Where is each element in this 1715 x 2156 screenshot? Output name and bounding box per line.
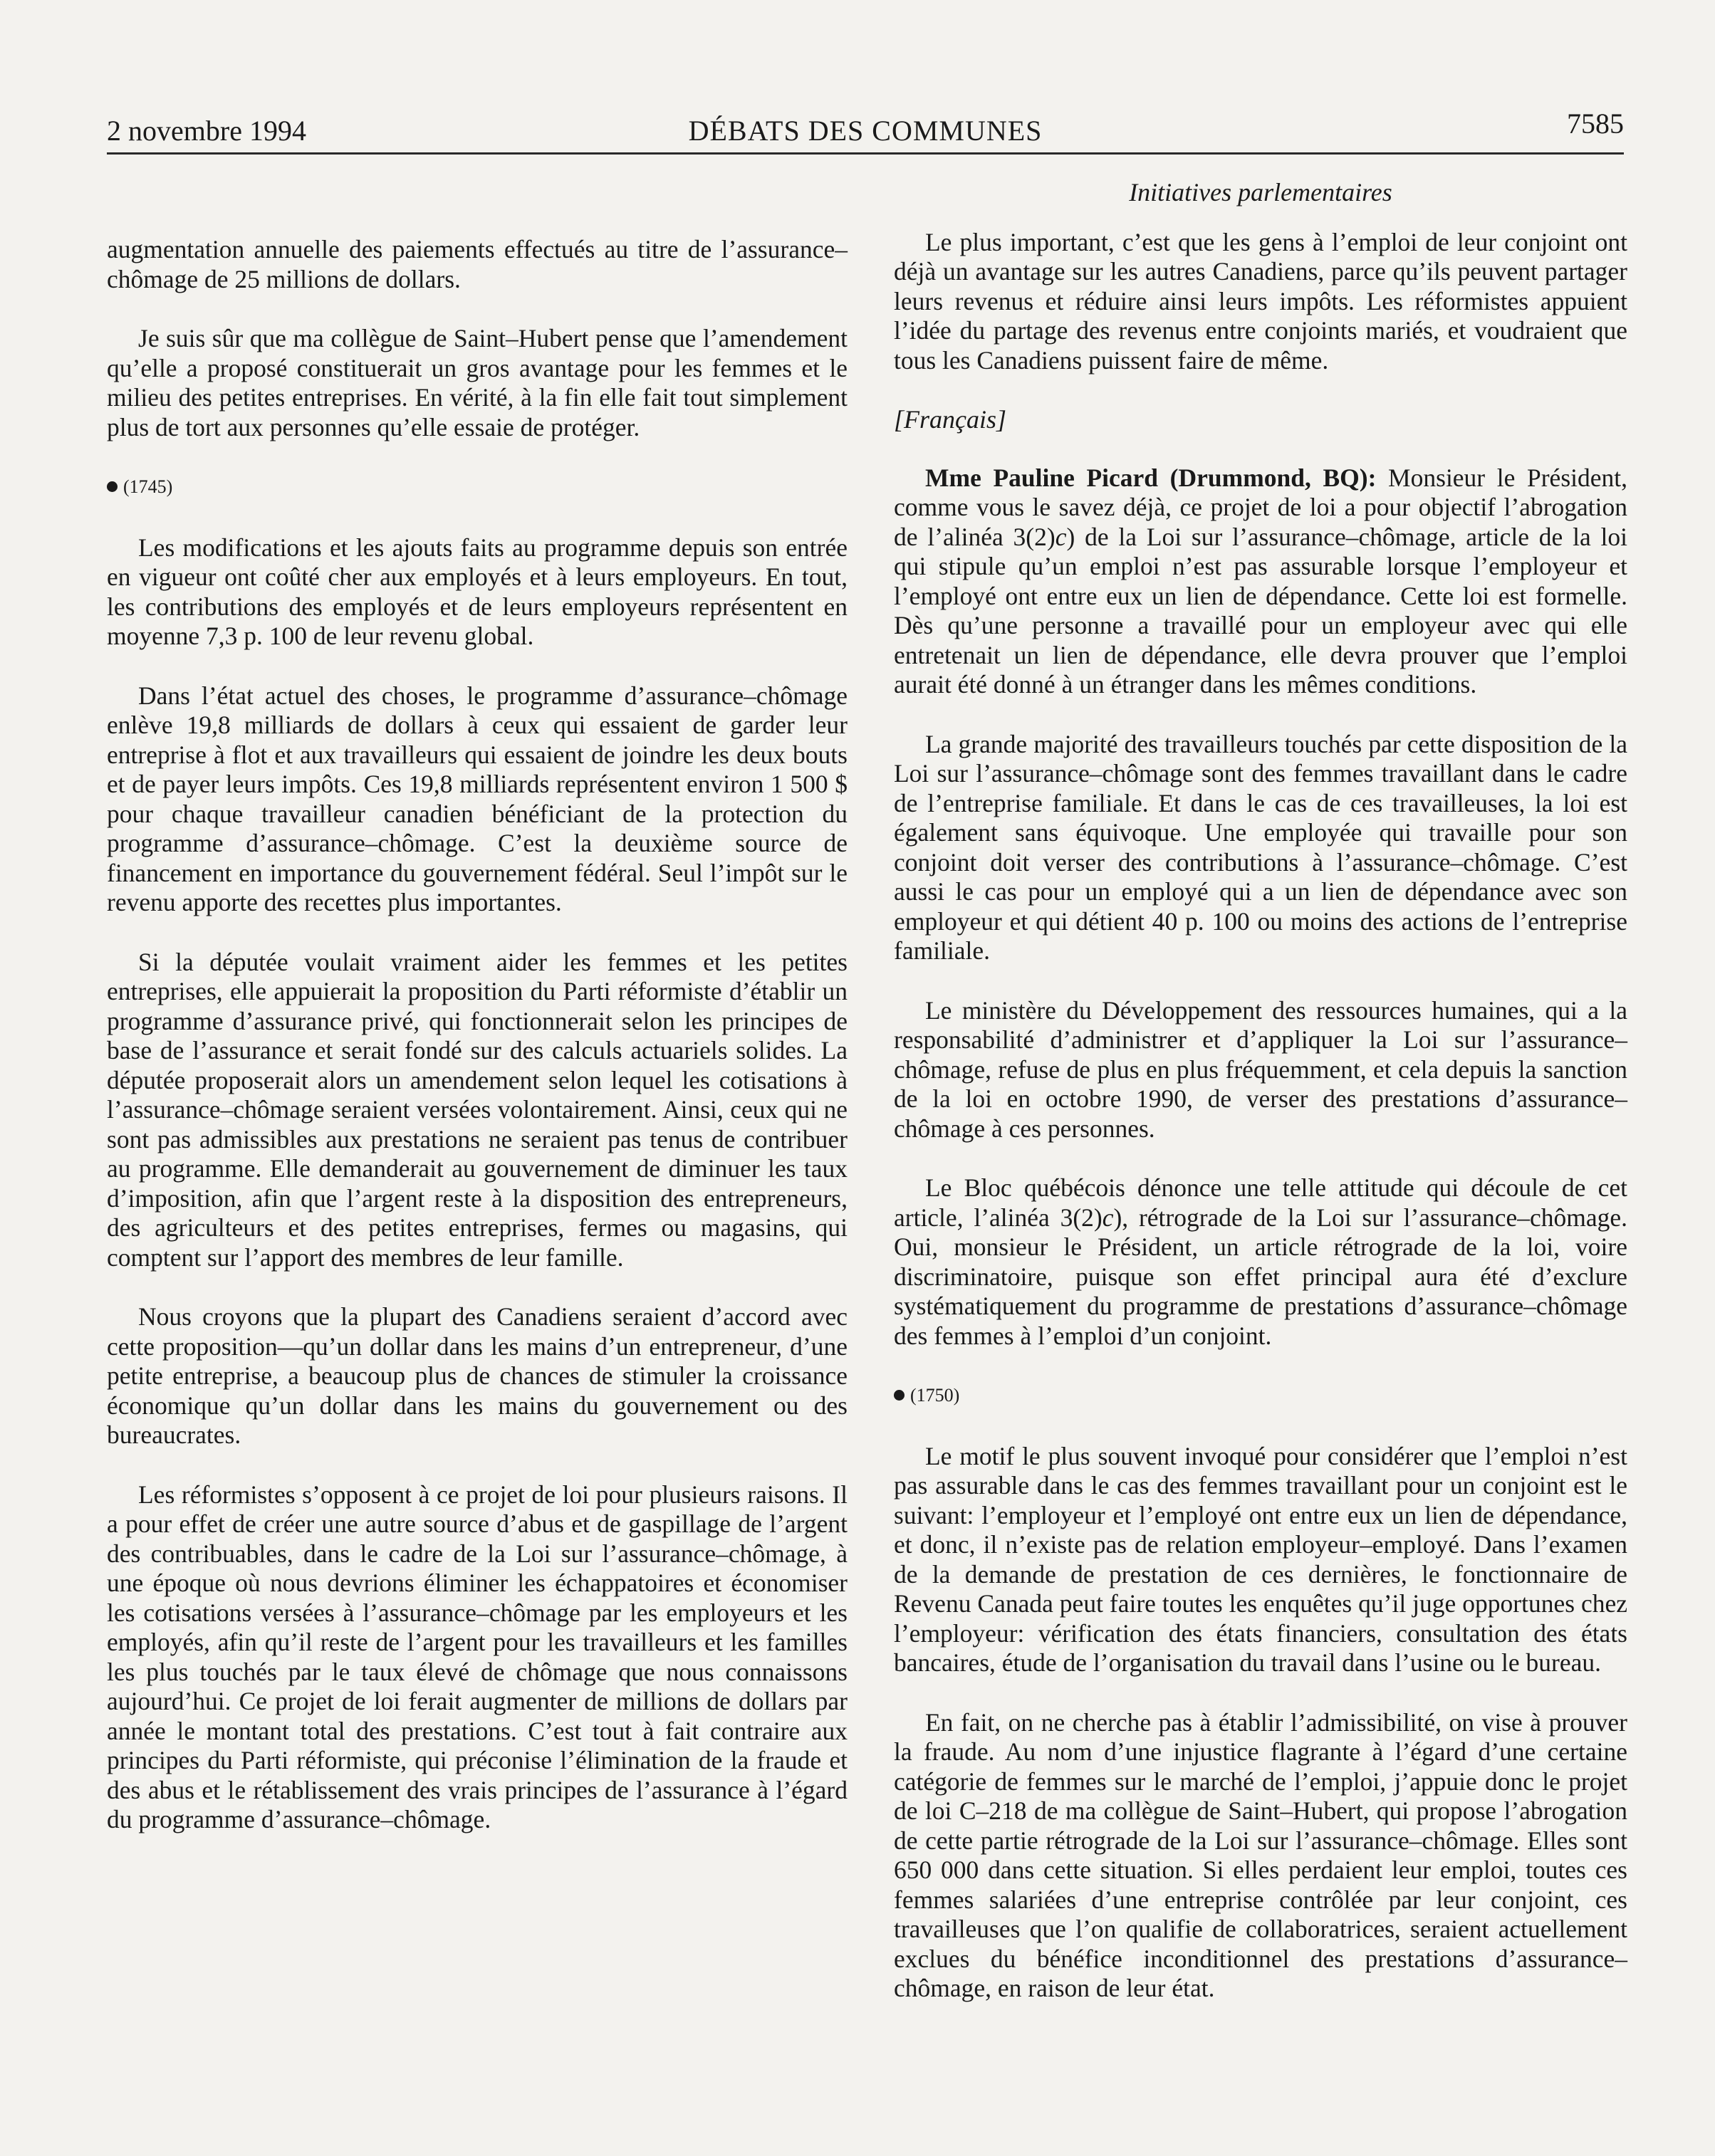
paragraph: Le ministère du Développement des ressources humaines, qui a la responsabilité d’administrer et d’appliquer la Loi sur l’assurance–chômage, refuse de plus en plus fréquemment, et cela depuis la sanction de la loi en octobre 1990, de verser des prestations d’assurance–chômage à ces personnes. <box>894 995 1627 1143</box>
paragraph: Dans l’état actuel des choses, le programme d’assurance–chômage enlève 19,8 milliards de dollars à ceux qui essaient de garder leur entreprise à flot et aux travailleurs qui essaient de joindre les deux bouts et de payer leurs impôts. Ces 19,8 milliards représentent environ 1 500 $ pour chaque travailleur canadien bénéficiant de la protection du programme d’assurance–chômage. C’est la deuxième source de financement en importance du gouvernement fédéral. Seul l’impôt sur le revenu apporte des recettes plus importantes. <box>107 681 848 916</box>
paragraph: Le plus important, c’est que les gens à l’emploi de leur conjoint ont déjà un avantage sur les autres Canadiens, parce qu’ils peuvent partager leurs revenus et réduire ainsi leurs impôts. Les réformistes appuient l’idée du partage des revenus entre conjoints mariés, et voudraient que tous les Canadiens puissent faire de même. <box>894 227 1627 375</box>
speech-text-italic: c <box>1055 522 1067 551</box>
section-heading: Initiatives parlementaires <box>1129 178 1392 206</box>
timestamp-marker <box>107 472 848 502</box>
paragraph: La grande majorité des travailleurs touchés par cette disposition de la Loi sur l’assurance–chômage sont des femmes travaillant dans le cadre de l’entreprise familiale. Et dans le cas de ces travailleuses, la loi est également sans équivoque. Une employée qui travaille pour son conjoint doit verser des contributions à l’assurance–chômage. C’est aussi le cas pour un employé qui a un lien de dépendance avec son employeur et qui détient 40 p. 100 ou moins des actions de l’entreprise familiale. <box>894 729 1627 965</box>
paragraph-text: ), rétrograde de la Loi sur l’assurance–chômage. Oui, monsieur le Président, un article rétrograde de la loi, voire discriminatoire, puisque son effet principal aura été d’exclure systématiquement du programme de prestations d’assurance–chômage des femmes à l’emploi d’un conjoint. <box>894 1203 1627 1350</box>
timestamp-marker <box>894 1381 1627 1411</box>
bullet-icon <box>894 1390 905 1401</box>
language-marker: [Français] <box>894 405 1007 434</box>
running-header <box>107 107 1624 155</box>
paragraph: Nous croyons que la plupart des Canadiens seraient d’accord avec cette proposition—qu’un dollar dans les mains d’un entrepreneur, d’une petite entreprise, a beaucoup plus de chances de stimuler la croissance économique qu’un dollar dans les mains du gouvernement ou des bureaucrates. <box>107 1302 848 1449</box>
paragraph-text-italic: c <box>1102 1203 1114 1232</box>
paragraph: Je suis sûr que ma collègue de Saint–Hubert pense que l’amendement qu’elle a proposé constituerait un gros avantage pour les femmes et le milieu des petites entreprises. En vérité, à la fin elle fait tout simplement plus de tort aux personnes qu’elle essaie de protéger. <box>107 324 848 441</box>
paragraph: augmentation annuelle des paiements effectués au titre de l’assurance–chômage de 25 millions de dollars. <box>107 235 848 293</box>
right-column <box>894 178 1627 2034</box>
timestamp: (1745) <box>123 476 173 497</box>
speech-text: Monsieur le Président, comme vous le savez déjà, ce projet de loi a pour objectif l’abrogation de l’alinéa 3(2) <box>894 463 1627 551</box>
page-number: 7585 <box>1567 108 1624 140</box>
header-date: 2 novembre 1994 <box>107 115 306 147</box>
paragraph: Le motif le plus souvent invoqué pour considérer que l’emploi n’est pas assurable dans le cas des femmes travaillant pour un conjoint est le suivant: l’employeur et l’employé ont entre eux un lien de dépendance, et donc, il n’existe pas de relation employeur–employé. Dans l’examen de la demande de prestation de ces dernières, le fonctionnaire de Revenu Canada peut faire toutes les enquêtes qu’il juge opportunes chez l’employeur: vérification des états financiers, consultation des états bancaires, étude de l’organisation du travail dans l’usine ou le bureau. <box>894 1441 1627 1677</box>
bullet-icon <box>107 481 118 492</box>
paragraph: En fait, on ne cherche pas à établir l’admissibilité, on vise à prouver la fraude. Au nom d’une injustice flagrante à l’égard d’une certaine catégorie de femmes sur le marché de l’emploi, j’appuie donc le projet de loi C–218 de ma collègue de Saint–Hubert, qui propose l’abrogation de cette partie rétrograde de la Loi sur l’assurance–chômage. Elles sont 650 000 dans cette situation. Si elles perdaient leur emploi, toutes ces femmes salariées d’une entreprise contrôlée par leur conjoint, ces travailleuses que l’on qualifie de collaboratrices, seraient actuellement exclues du bénéfice inconditionnel des prestations d’assurance–chômage, en raison de leur état. <box>894 1707 1627 2002</box>
left-column <box>107 235 848 1865</box>
paragraph: Les réformistes s’opposent à ce projet de loi pour plusieurs raisons. Il a pour effet de créer une autre source d’abus et de gaspillage de l’argent des contribuables, dans le cadre de la Loi sur l’assurance–chômage, à une époque où nous devrions éliminer les échappatoires et économiser les cotisations versées à l’assurance–chômage par les employeurs et les employés, afin qu’il reste de l’argent pour les travailleurs et les familles les plus touchés par le taux élevé de chômage que nous connaissons aujourd’hui. Ce projet de loi ferait augmenter de millions de dollars par année le montant total des prestations. C’est tout à fait contraire aux principes du Parti réformiste, qui préconise l’élimination de la fraude et des abus et le rétablissement des vrais principes de l’assurance à l’égard du programme d’assurance–chômage. <box>107 1480 848 1833</box>
paragraph <box>894 1173 1627 1351</box>
paragraph: Les modifications et les ajouts faits au programme depuis son entrée en vigueur ont coûté cher aux employés et à leurs employeurs. En tout, les contributions des employés et de leurs employeurs représentent en moyenne 7,3 p. 100 de leur revenu global. <box>107 533 848 650</box>
speaker-name: Mme Pauline Picard (Drummond, BQ): <box>925 463 1377 492</box>
header-title: DÉBATS DES COMMUNES <box>688 115 1043 147</box>
timestamp: (1750) <box>910 1385 960 1406</box>
paragraph: Si la députée voulait vraiment aider les femmes et les petites entreprises, elle appuierait la proposition du Parti réformiste d’établir un programme d’assurance privé, qui fonctionnerait selon les principes de base de l’assurance et serait fondé sur des calculs actuariels solides. La députée proposerait alors un amendement selon lequel les cotisations à l’assurance–chômage seraient versées volontairement. Ainsi, ceux qui ne sont pas admissibles aux prestations ne seraient pas tenus de contribuer au programme. Elle demanderait au gouvernement de diminuer les taux d’imposition, afin que l’argent reste à la disposition des entrepreneurs, des agriculteurs et des petites entreprises, fermes ou magasins, qui comptent sur l’apport des membres de leur famille. <box>107 947 848 1272</box>
paragraph-text: Le Bloc québécois dénonce une telle attitude qui découle de cet article, l’alinéa 3(2) <box>894 1173 1627 1232</box>
speech-text: ) de la Loi sur l’assurance–chômage, article de la loi qui stipule qu’un emploi n’est pas assurable lorsque l’employeur et l’employé ont entre eux un lien de dépendance. Cette loi est formelle. Dès qu’une personne a travaillé pour un employeur avec qui elle entretenait un lien de dépendance, elle devra prouver que l’emploi aurait été donné à un étranger dans les mêmes conditions. <box>894 522 1627 698</box>
speech-paragraph <box>894 464 1627 700</box>
